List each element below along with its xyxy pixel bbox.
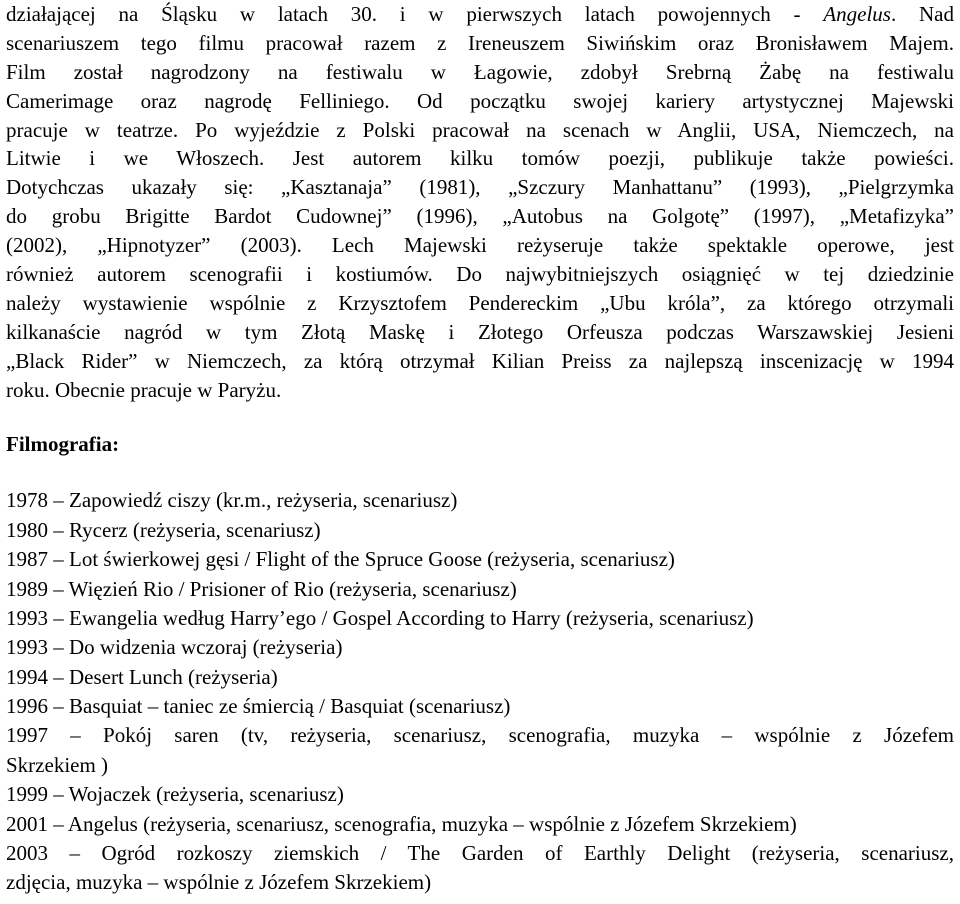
bio-line: Camerimage oraz nagrodę Felliniego. Od początku swojej kariery artystycznej Majewski <box>6 88 954 113</box>
biography-paragraph <box>6 0 954 404</box>
bio-line: Film został nagrodzony na festiwalu w Łagowie, zdobył Srebrną Żabę na festiwalu <box>6 59 954 84</box>
bio-line: działającej na Śląsku w latach 30. i w pierwszych latach powojennych - Angelus. Nad <box>6 2 954 26</box>
bio-line: Dotychczas ukazały się: „Kasztanaja” (1981), „Szczury Manhattanu” (1993), „Pielgrzymka <box>6 175 954 200</box>
bio-line: Litwie i we Włoszech. Jest autorem kilku tomów poezji, publikuje także powieści. <box>6 146 954 171</box>
filmography-item: 1999 – Wojaczek (reżyseria, scenariusz) <box>6 782 344 807</box>
filmography-item-continuation: Skrzekiem ) <box>6 752 109 777</box>
document-page <box>6 0 954 898</box>
filmography-item: 1987 – Lot świerkowej gęsi / Flight of the Spruce Goose (reżyseria, scenariusz) <box>6 547 675 572</box>
filmography-list <box>6 486 954 897</box>
filmography-heading: Filmografia: <box>6 432 120 457</box>
bio-line: pracuje w teatrze. Po wyjeździe z Polski pracował na scenach w Anglii, USA, Niemczech, na <box>6 117 954 142</box>
filmography-item: 1980 – Rycerz (reżyseria, scenariusz) <box>6 517 321 542</box>
filmography-item: 2001 – Angelus (reżyseria, scenariusz, scenografia, muzyka – wspólnie z Józefem Skrzekiem) <box>6 811 797 836</box>
bio-line: należy wystawienie wspólnie z Krzysztofem Pendereckim „Ubu króla”, za którego otrzymali <box>6 290 954 315</box>
bio-line: również autorem scenografii i kostiumów. Do najwybitniejszych osiągnięć w tej dziedzinie <box>6 262 954 287</box>
filmography-item-continuation: zdjęcia, muzyka – wspólnie z Józefem Skrzekiem) <box>6 870 432 895</box>
filmography-item: 1996 – Basquiat – taniec ze śmiercią / Basquiat (scenariusz) <box>6 694 511 719</box>
bio-line: (2002), „Hipnotyzer” (2003). Lech Majewski reżyseruje także spektakle operowe, jest <box>6 233 954 258</box>
filmography-item: 1978 – Zapowiedź ciszy (kr.m., reżyseria, scenariusz) <box>6 488 458 513</box>
filmography-item: 1994 – Desert Lunch (reżyseria) <box>6 664 278 689</box>
filmography-item: 1993 – Do widzenia wczoraj (reżyseria) <box>6 635 343 660</box>
filmography-item: 1989 – Więzień Rio / Prisioner of Rio (reżyseria, scenariusz) <box>6 576 517 601</box>
bio-line: kilkanaście nagród w tym Złotą Maskę i Złotego Orfeusza podczas Warszawskiej Jesieni <box>6 319 954 344</box>
bio-line: roku. Obecnie pracuje w Paryżu. <box>6 377 282 402</box>
filmography-item: 1997 – Pokój saren (tv, reżyseria, scenariusz, scenografia, muzyka – wspólnie z Józefem <box>6 723 954 748</box>
filmography-item: 2003 – Ogród rozkoszy ziemskich / The Garden of Earthly Delight (reżyseria, scenariusz, <box>6 841 954 866</box>
bio-line: scenariuszem tego filmu pracował razem z Ireneuszem Siwińskim oraz Bronisławem Majem. <box>6 30 954 55</box>
film-title-italic: Angelus <box>823 2 891 26</box>
bio-line: „Black Rider” w Niemczech, za którą otrzymał Kilian Preiss za najlepszą inscenizację w 1994 <box>6 348 954 373</box>
filmography-item: 1993 – Ewangelia według Harry’ego / Gospel According to Harry (reżyseria, scenariusz) <box>6 605 754 630</box>
bio-line: do grobu Brigitte Bardot Cudownej” (1996), „Autobus na Golgotę” (1997), „Metafizyka” <box>6 204 954 229</box>
